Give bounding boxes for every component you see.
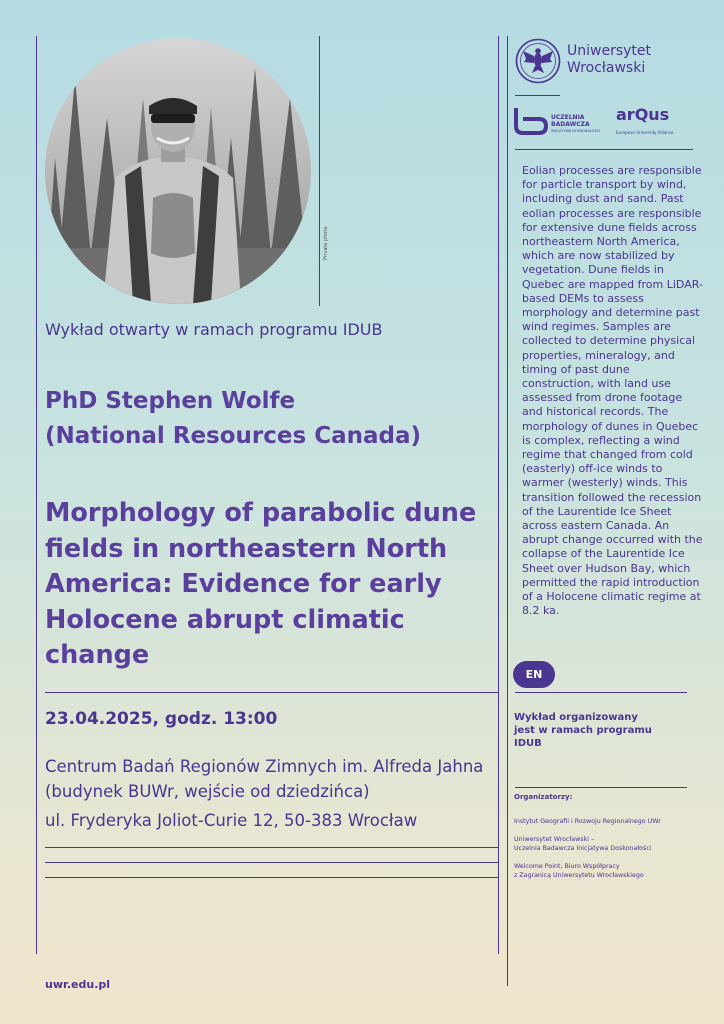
- university-name-line-2: Wrocławski: [567, 60, 646, 76]
- organizer-3-line-2: z Zagranicą Uniwersytetu Wrocławskiego: [514, 872, 644, 879]
- organized-underline: [515, 787, 687, 788]
- right-column-divider: [507, 36, 508, 986]
- organized-line-3: IDUB: [514, 738, 542, 749]
- speaker-name: PhD Stephen Wolfe: [45, 388, 296, 414]
- organizers-list: [514, 817, 704, 889]
- speaker-affiliation: (National Resources Canada): [45, 423, 421, 449]
- university-name: [567, 43, 651, 77]
- organizer-item: [514, 817, 704, 826]
- idub-logo-text: [551, 114, 600, 135]
- event-venue: [45, 754, 483, 804]
- organized-line-1: Wykład organizowany: [514, 712, 638, 723]
- idub-line-1: UCZELNIA: [551, 114, 585, 121]
- organizers-heading: Organizatorzy:: [514, 793, 573, 801]
- photo-right-line: [319, 36, 320, 306]
- organizer-item: [514, 862, 704, 880]
- photo-credit: Private photo: [323, 226, 329, 260]
- badge-underline: [515, 692, 687, 693]
- organizer-3-line-1: Welcome Point, Biuro Współpracy: [514, 863, 620, 870]
- event-datetime: 23.04.2025, godz. 13:00: [45, 709, 278, 729]
- speaker: [45, 384, 421, 454]
- abstract-text: Eolian processes are responsible for particle transport by wind, including dust and sand. Past eolian processes are responsible for extensive dune fields across northeastern North America, which are now stabilized by vegetation. Dune fields in Quebec are mapped from LiDAR-based DEMs to assess morphology and determine past wind regimes. Samples are collected to determine physical properties, mineralogy, and timing of past dune construction, with land use assessed from drone footage and historical records. The morphology of dunes in Quebec is complex, reflecting a wind regime that changed from cold (easterly) off-ice winds to warmer (westerly) winds. This transition followed the recession of the Laurentide Ice Sheet across eastern Canada. An abrupt change occurred with the collapse of the Laurentide Ice Sheet over Hudson Bay, which permitted the rapid introduction of a Holocene climatic regime at 8.2 ka.: [522, 164, 703, 618]
- left-border-line: [36, 36, 37, 954]
- left-column-divider: [498, 36, 499, 954]
- event-address: ul. Fryderyka Joliot-Curie 12, 50-383 Wrocław: [45, 811, 418, 830]
- title-underline: [45, 692, 499, 693]
- idub-line-3: INICJATYWA DOSKONAŁOŚCI: [551, 129, 601, 133]
- program-line: Wykład otwarty w ramach programu IDUB: [45, 320, 383, 339]
- talk-title: Morphology of parabolic dune fields in northeastern North America: Evidence for early Holocene abrupt climatic change: [45, 498, 477, 670]
- organized-note: [514, 711, 684, 750]
- university-logo: [515, 38, 561, 88]
- organizer-2-line-2: Uczelnia Badawcza Inicjatywa Doskonałości: [514, 845, 652, 852]
- organized-line-2: jest w ramach programu: [514, 725, 652, 736]
- venue-line-1: Centrum Badań Regionów Zimnych im. Alfreda Jahna: [45, 757, 484, 776]
- address-rule-2: [45, 862, 499, 863]
- idub-line-2: BADAWCZA: [551, 121, 590, 128]
- logo-bottom-line: [515, 149, 693, 150]
- organizer-1: Instytut Geografii i Rozwoju Regionalnego UWr: [514, 818, 661, 825]
- arqus-logo: arQus: [616, 105, 670, 124]
- address-rule-1: [45, 847, 499, 848]
- website-link[interactable]: uwr.edu.pl: [45, 978, 111, 991]
- idub-logo-icon: [513, 106, 549, 140]
- language-badge: EN: [513, 661, 555, 688]
- organizer-item: [514, 835, 704, 853]
- arqus-subtitle: European University Alliance: [616, 130, 674, 135]
- venue-line-2: (budynek BUWr, wejście od dziedzińca): [45, 782, 370, 801]
- speaker-photo: [45, 38, 311, 304]
- logo-divider: [515, 95, 560, 96]
- university-name-line-1: Uniwersytet: [567, 43, 651, 59]
- organizer-2-line-1: Uniwersytet Wrocławski –: [514, 836, 595, 843]
- address-rule-3: [45, 877, 499, 878]
